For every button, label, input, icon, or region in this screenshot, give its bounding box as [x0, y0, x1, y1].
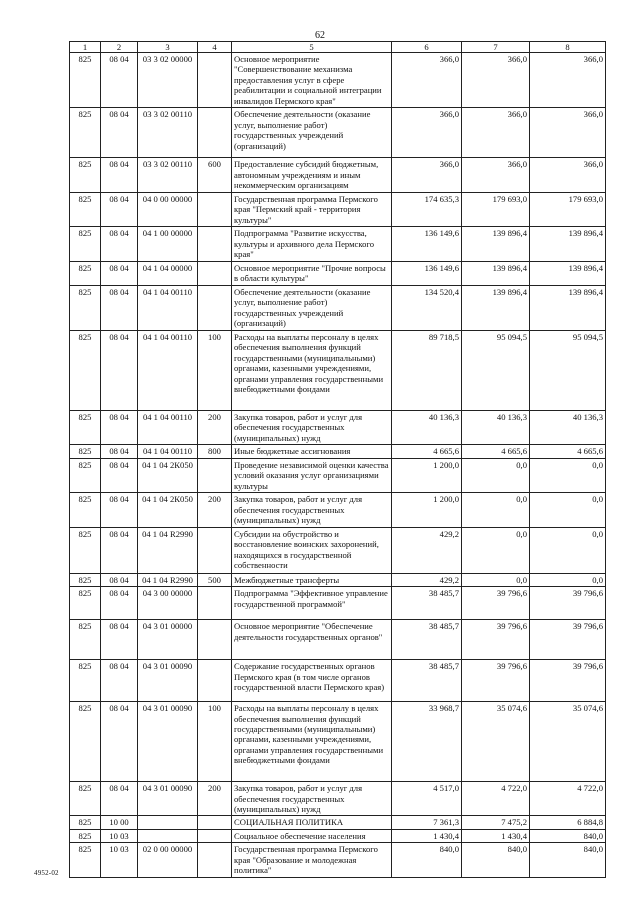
cell-section: 08 04: [101, 445, 138, 458]
cell-target-article: 03 3 02 00000: [138, 53, 198, 108]
cell-amount-col8: 0,0: [530, 527, 606, 573]
cell-expense-type: [198, 620, 232, 660]
cell-section: 08 04: [101, 261, 138, 285]
cell-chapter: 825: [70, 702, 101, 782]
cell-description: Закупка товаров, работ и услуг для обеспечения государственных (муниципальных) нужд: [232, 410, 392, 444]
cell-section: 08 04: [101, 108, 138, 158]
cell-chapter: 825: [70, 816, 101, 829]
cell-amount-col8: 39 796,6: [530, 587, 606, 620]
cell-target-article: 04 1 04 R2990: [138, 527, 198, 573]
cell-section: 08 04: [101, 458, 138, 492]
cell-target-article: 04 1 04 00110: [138, 330, 198, 410]
table-header-row: [70, 42, 606, 53]
table-row: [70, 573, 606, 586]
cell-amount-col7: 366,0: [462, 108, 530, 158]
cell-section: 08 04: [101, 285, 138, 330]
cell-chapter: 825: [70, 330, 101, 410]
cell-description: Социальное обеспечение населения: [232, 829, 392, 842]
cell-target-article: 04 1 04 2К050: [138, 458, 198, 492]
budget-table: [69, 41, 606, 878]
column-header: 3: [138, 42, 198, 53]
cell-chapter: 825: [70, 158, 101, 192]
cell-amount-col7: 840,0: [462, 843, 530, 877]
cell-description: Государственная программа Пермского края "Пермский край - территория культуры": [232, 192, 392, 226]
cell-section: 08 04: [101, 702, 138, 782]
cell-description: Обеспечение деятельности (оказание услуг, выполнение работ) государственных учреждений (организаций): [232, 285, 392, 330]
cell-expense-type: [198, 108, 232, 158]
cell-section: 10 03: [101, 829, 138, 842]
cell-amount-col8: 139 896,4: [530, 261, 606, 285]
cell-amount-col6: 33 968,7: [392, 702, 462, 782]
table-row: [70, 53, 606, 108]
cell-chapter: 825: [70, 493, 101, 527]
cell-amount-col6: 429,2: [392, 573, 462, 586]
cell-chapter: 825: [70, 660, 101, 702]
column-header: 7: [462, 42, 530, 53]
cell-description: Основное мероприятие "Прочие вопросы в области культуры": [232, 261, 392, 285]
table-row: [70, 816, 606, 829]
cell-description: Подпрограмма "Развитие искусства, культуры и архивного дела Пермского края": [232, 227, 392, 261]
cell-description: Государственная программа Пермского края "Образование и молодежная политика": [232, 843, 392, 877]
cell-section: 10 00: [101, 816, 138, 829]
cell-amount-col8: 0,0: [530, 493, 606, 527]
cell-expense-type: [198, 458, 232, 492]
cell-amount-col8: 0,0: [530, 573, 606, 586]
cell-amount-col7: 0,0: [462, 458, 530, 492]
cell-description: Обеспечение деятельности (оказание услуг, выполнение работ) государственных учреждений (организаций): [232, 108, 392, 158]
cell-description: Основное мероприятие "Обеспечение деятельности государственных органов": [232, 620, 392, 660]
cell-chapter: 825: [70, 587, 101, 620]
cell-chapter: 825: [70, 458, 101, 492]
cell-description: Расходы на выплаты персоналу в целях обеспечения выполнения функций государственными (муниципальными) органами, казенными учреждениями, органами управления государственными внебюджетными фондами: [232, 330, 392, 410]
cell-amount-col8: 39 796,6: [530, 620, 606, 660]
cell-expense-type: [198, 843, 232, 877]
cell-chapter: 825: [70, 843, 101, 877]
table-row: [70, 108, 606, 158]
table-row: [70, 458, 606, 492]
column-header: 6: [392, 42, 462, 53]
cell-amount-col7: 39 796,6: [462, 587, 530, 620]
cell-amount-col6: 7 361,3: [392, 816, 462, 829]
cell-expense-type: 200: [198, 493, 232, 527]
cell-section: 08 04: [101, 192, 138, 226]
cell-amount-col6: 38 485,7: [392, 587, 462, 620]
cell-amount-col8: 366,0: [530, 158, 606, 192]
cell-description: СОЦИАЛЬНАЯ ПОЛИТИКА: [232, 816, 392, 829]
cell-target-article: 04 1 04 00110: [138, 445, 198, 458]
cell-description: Предоставление субсидий бюджетным, автономным учреждениям и иным некоммерческим организациям: [232, 158, 392, 192]
cell-chapter: 825: [70, 108, 101, 158]
cell-amount-col7: 366,0: [462, 53, 530, 108]
cell-section: 10 03: [101, 843, 138, 877]
cell-target-article: 04 3 01 00090: [138, 660, 198, 702]
table-row: [70, 587, 606, 620]
column-header: 1: [70, 42, 101, 53]
cell-expense-type: 800: [198, 445, 232, 458]
cell-amount-col8: 139 896,4: [530, 285, 606, 330]
table-row: [70, 829, 606, 842]
cell-amount-col6: 38 485,7: [392, 660, 462, 702]
table-row: [70, 227, 606, 261]
table-body: [70, 53, 606, 878]
cell-amount-col7: 39 796,6: [462, 620, 530, 660]
cell-amount-col6: 38 485,7: [392, 620, 462, 660]
cell-target-article: [138, 816, 198, 829]
cell-section: 08 04: [101, 660, 138, 702]
cell-description: Закупка товаров, работ и услуг для обеспечения государственных (муниципальных) нужд: [232, 782, 392, 816]
cell-amount-col8: 35 074,6: [530, 702, 606, 782]
cell-chapter: 825: [70, 620, 101, 660]
cell-amount-col6: 4 517,0: [392, 782, 462, 816]
table-row: [70, 527, 606, 573]
cell-amount-col6: 1 200,0: [392, 458, 462, 492]
cell-amount-col8: 139 896,4: [530, 227, 606, 261]
column-header: 5: [232, 42, 392, 53]
cell-chapter: 825: [70, 53, 101, 108]
cell-target-article: 04 1 04 00110: [138, 285, 198, 330]
cell-amount-col8: 0,0: [530, 458, 606, 492]
cell-description: Основное мероприятие "Совершенствование механизма предоставления услуг в сфере реабилитации и социальной интеграции инвалидов Пермского края": [232, 53, 392, 108]
cell-section: 08 04: [101, 493, 138, 527]
cell-chapter: 825: [70, 285, 101, 330]
cell-amount-col8: 840,0: [530, 843, 606, 877]
table-row: [70, 330, 606, 410]
cell-amount-col7: 139 896,4: [462, 227, 530, 261]
cell-section: 08 04: [101, 410, 138, 444]
cell-target-article: 04 3 01 00090: [138, 702, 198, 782]
cell-description: Подпрограмма "Эффективное управление государственной программой": [232, 587, 392, 620]
table-row: [70, 702, 606, 782]
cell-amount-col6: 1 200,0: [392, 493, 462, 527]
page-number: 62: [315, 30, 325, 41]
cell-expense-type: 200: [198, 410, 232, 444]
cell-chapter: 825: [70, 829, 101, 842]
cell-amount-col7: 95 094,5: [462, 330, 530, 410]
cell-target-article: 03 3 02 00110: [138, 108, 198, 158]
cell-target-article: 04 3 01 00090: [138, 782, 198, 816]
cell-expense-type: [198, 660, 232, 702]
cell-amount-col8: 366,0: [530, 108, 606, 158]
cell-amount-col8: 179 693,0: [530, 192, 606, 226]
cell-description: Проведение независимой оценки качества условий оказания услуг организациями культуры: [232, 458, 392, 492]
cell-description: Расходы на выплаты персоналу в целях обеспечения выполнения функций государственными (муниципальными) органами, казенными учреждениями, органами управления государственными внебюджетными фондами: [232, 702, 392, 782]
table-row: [70, 445, 606, 458]
cell-amount-col6: 134 520,4: [392, 285, 462, 330]
cell-amount-col7: 39 796,6: [462, 660, 530, 702]
cell-target-article: 04 1 04 00000: [138, 261, 198, 285]
cell-expense-type: [198, 227, 232, 261]
cell-chapter: 825: [70, 227, 101, 261]
cell-description: Иные бюджетные ассигнования: [232, 445, 392, 458]
cell-expense-type: [198, 816, 232, 829]
cell-amount-col8: 4 665,6: [530, 445, 606, 458]
cell-amount-col6: 1 430,4: [392, 829, 462, 842]
cell-expense-type: 200: [198, 782, 232, 816]
cell-chapter: 825: [70, 410, 101, 444]
cell-section: 08 04: [101, 587, 138, 620]
cell-expense-type: 600: [198, 158, 232, 192]
cell-target-article: 02 0 00 00000: [138, 843, 198, 877]
table-row: [70, 192, 606, 226]
cell-amount-col6: 366,0: [392, 53, 462, 108]
table-row: [70, 782, 606, 816]
table-row: [70, 660, 606, 702]
cell-amount-col7: 139 896,4: [462, 285, 530, 330]
cell-expense-type: 500: [198, 573, 232, 586]
cell-section: 08 04: [101, 620, 138, 660]
cell-amount-col8: 366,0: [530, 53, 606, 108]
cell-amount-col6: 840,0: [392, 843, 462, 877]
cell-amount-col8: 840,0: [530, 829, 606, 842]
cell-expense-type: 100: [198, 702, 232, 782]
cell-description: Межбюджетные трансферты: [232, 573, 392, 586]
cell-section: 08 04: [101, 227, 138, 261]
cell-description: Субсидии на обустройство и восстановление воинских захоронений, находящихся в государственной собственности: [232, 527, 392, 573]
cell-amount-col6: 136 149,6: [392, 227, 462, 261]
table-row: [70, 158, 606, 192]
cell-amount-col7: 4 665,6: [462, 445, 530, 458]
cell-chapter: 825: [70, 782, 101, 816]
cell-amount-col6: 40 136,3: [392, 410, 462, 444]
cell-description: Содержание государственных органов Пермского края (в том числе органов государственной власти Пермского края): [232, 660, 392, 702]
cell-amount-col7: 40 136,3: [462, 410, 530, 444]
cell-expense-type: [198, 53, 232, 108]
cell-expense-type: [198, 285, 232, 330]
cell-chapter: 825: [70, 445, 101, 458]
cell-expense-type: [198, 527, 232, 573]
table-row: [70, 410, 606, 444]
cell-expense-type: [198, 587, 232, 620]
cell-amount-col7: 139 896,4: [462, 261, 530, 285]
cell-section: 08 04: [101, 527, 138, 573]
cell-target-article: 04 3 00 00000: [138, 587, 198, 620]
cell-amount-col6: 366,0: [392, 108, 462, 158]
cell-target-article: 04 1 04 R2990: [138, 573, 198, 586]
cell-section: 08 04: [101, 53, 138, 108]
cell-amount-col6: 174 635,3: [392, 192, 462, 226]
cell-amount-col7: 35 074,6: [462, 702, 530, 782]
cell-chapter: 825: [70, 261, 101, 285]
cell-target-article: 03 3 02 00110: [138, 158, 198, 192]
table-row: [70, 620, 606, 660]
cell-chapter: 825: [70, 573, 101, 586]
column-header: 4: [198, 42, 232, 53]
cell-amount-col6: 429,2: [392, 527, 462, 573]
cell-section: 08 04: [101, 782, 138, 816]
cell-amount-col8: 4 722,0: [530, 782, 606, 816]
cell-section: 08 04: [101, 330, 138, 410]
table-row: [70, 493, 606, 527]
cell-amount-col7: 1 430,4: [462, 829, 530, 842]
cell-target-article: 04 0 00 00000: [138, 192, 198, 226]
cell-target-article: [138, 829, 198, 842]
cell-amount-col8: 95 094,5: [530, 330, 606, 410]
document-code: 4952-02: [34, 869, 59, 877]
cell-amount-col7: 7 475,2: [462, 816, 530, 829]
cell-chapter: 825: [70, 192, 101, 226]
table-row: [70, 285, 606, 330]
cell-amount-col6: 89 718,5: [392, 330, 462, 410]
cell-amount-col7: 0,0: [462, 493, 530, 527]
cell-target-article: 04 1 00 00000: [138, 227, 198, 261]
cell-expense-type: [198, 829, 232, 842]
column-header: 2: [101, 42, 138, 53]
cell-amount-col7: 366,0: [462, 158, 530, 192]
cell-section: 08 04: [101, 573, 138, 586]
column-header: 8: [530, 42, 606, 53]
cell-amount-col8: 39 796,6: [530, 660, 606, 702]
cell-amount-col7: 0,0: [462, 573, 530, 586]
cell-amount-col6: 366,0: [392, 158, 462, 192]
cell-amount-col6: 136 149,6: [392, 261, 462, 285]
cell-target-article: 04 1 04 00110: [138, 410, 198, 444]
cell-description: Закупка товаров, работ и услуг для обеспечения государственных (муниципальных) нужд: [232, 493, 392, 527]
cell-expense-type: 100: [198, 330, 232, 410]
table-row: [70, 843, 606, 877]
cell-expense-type: [198, 192, 232, 226]
cell-amount-col7: 179 693,0: [462, 192, 530, 226]
cell-amount-col6: 4 665,6: [392, 445, 462, 458]
cell-expense-type: [198, 261, 232, 285]
cell-section: 08 04: [101, 158, 138, 192]
cell-amount-col8: 6 884,8: [530, 816, 606, 829]
cell-target-article: 04 1 04 2К050: [138, 493, 198, 527]
table-row: [70, 261, 606, 285]
cell-chapter: 825: [70, 527, 101, 573]
cell-amount-col7: 0,0: [462, 527, 530, 573]
cell-amount-col8: 40 136,3: [530, 410, 606, 444]
cell-amount-col7: 4 722,0: [462, 782, 530, 816]
cell-target-article: 04 3 01 00000: [138, 620, 198, 660]
